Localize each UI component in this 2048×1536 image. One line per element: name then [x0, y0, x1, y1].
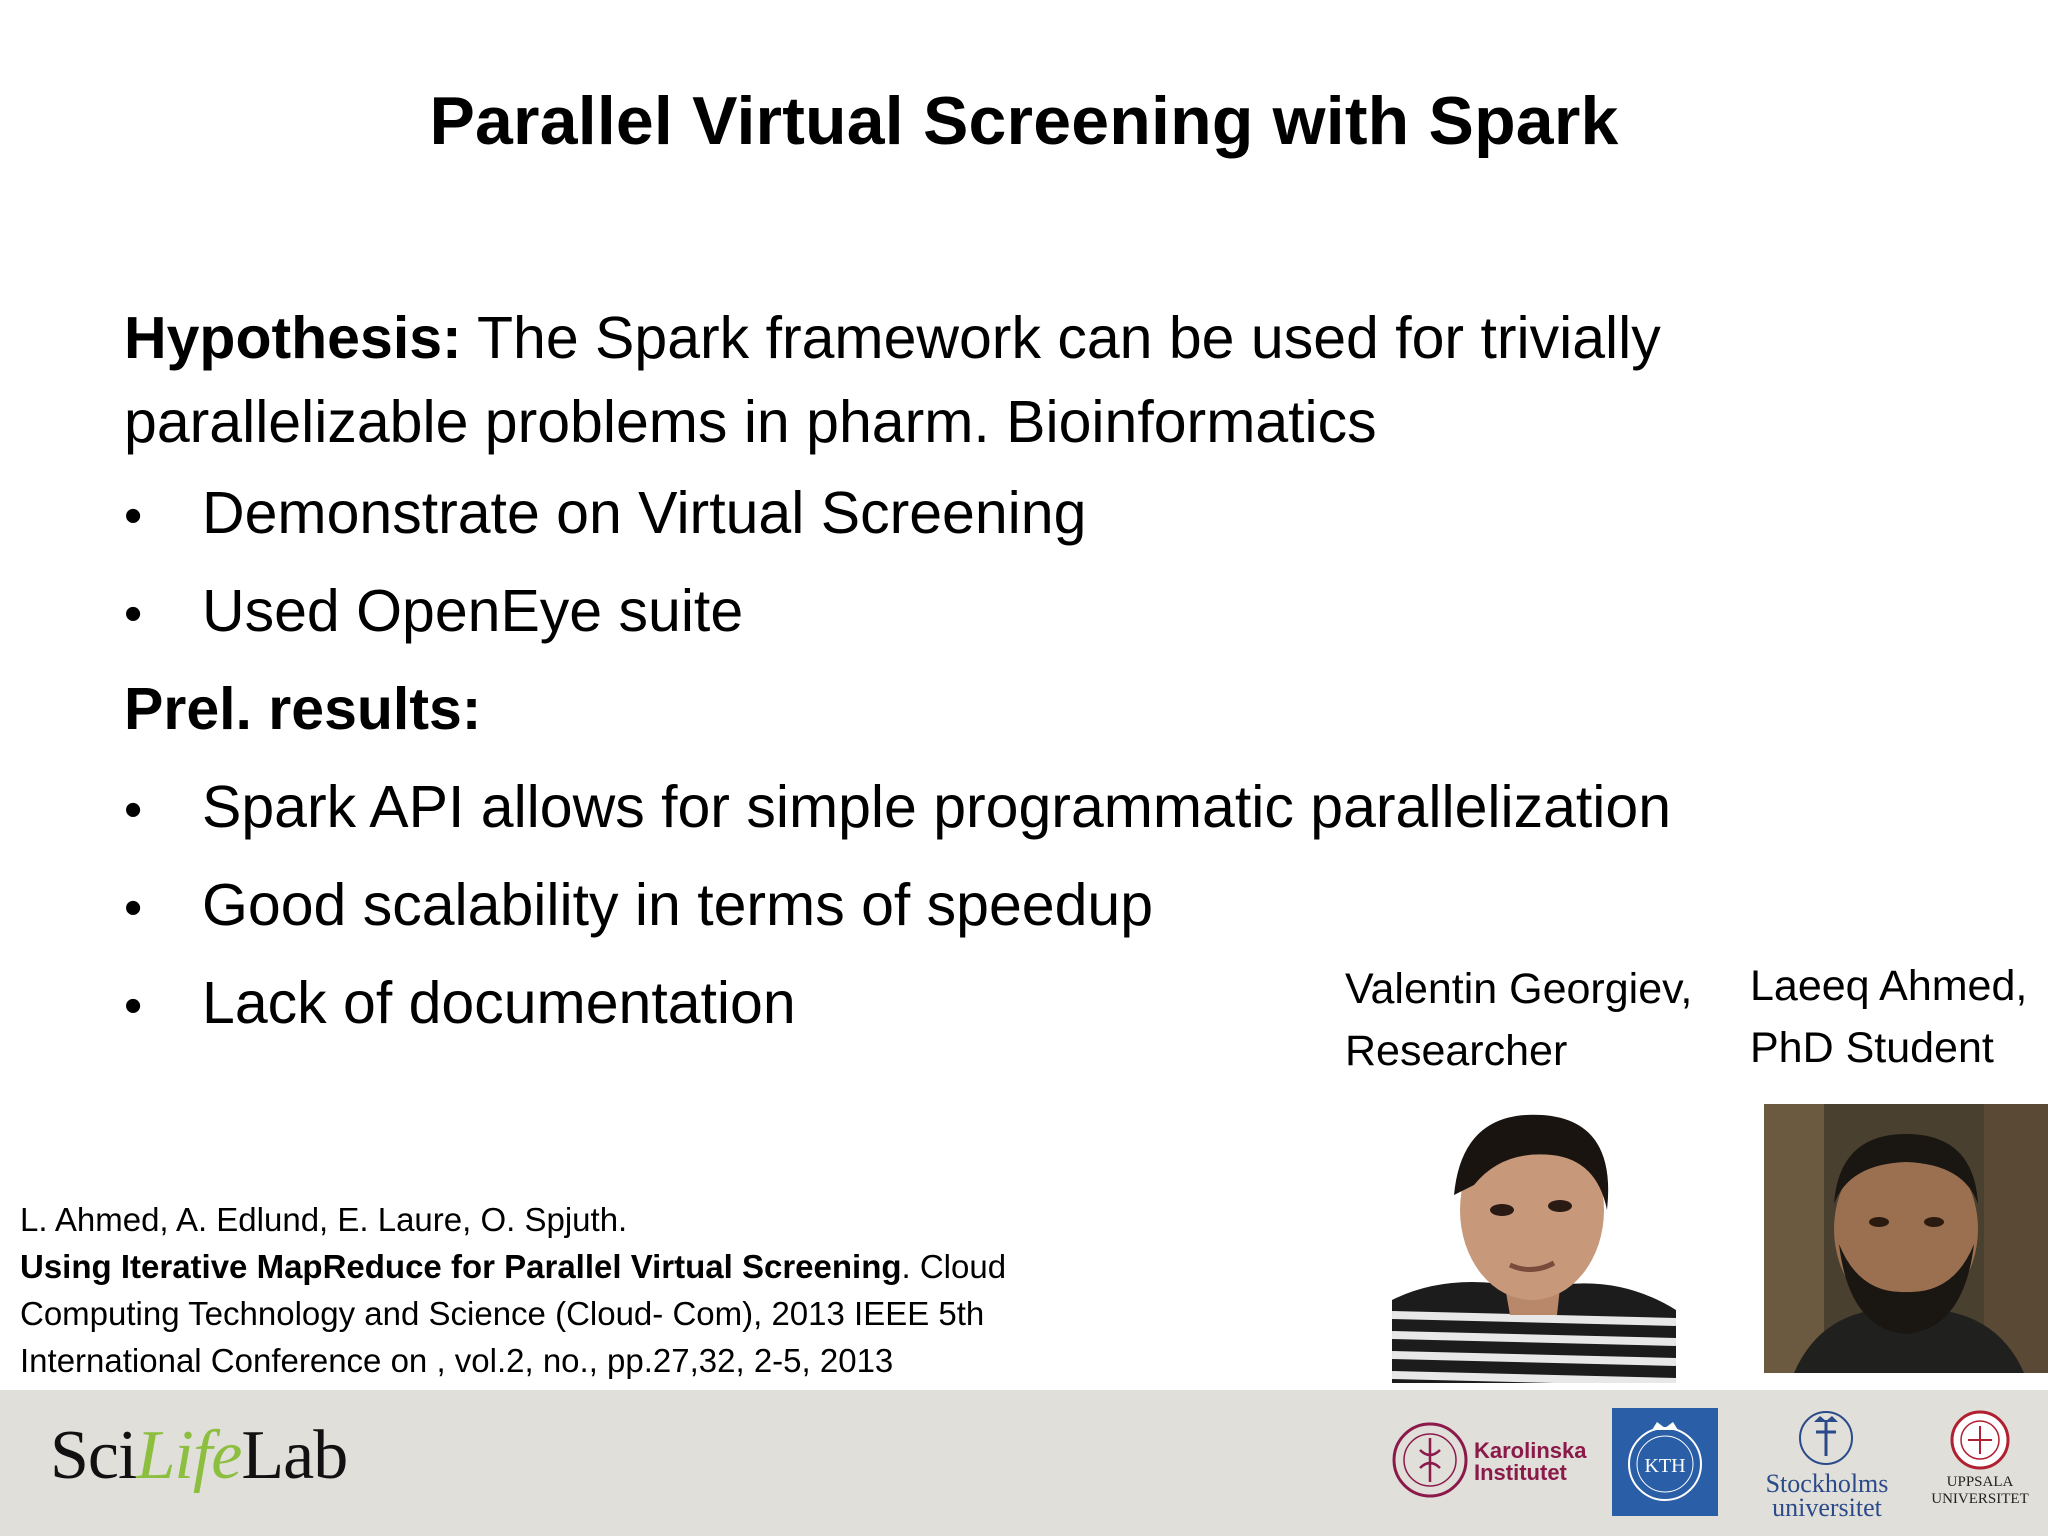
bullet-item: [124, 464, 1824, 562]
bullet-item: [124, 562, 1824, 660]
uppsala-university-logo: [1920, 1408, 2040, 1528]
citation-line-3: Computing Technology and Science (Cloud- Com), 2013 IEEE 5th: [20, 1295, 985, 1332]
scilifelab-logo: [50, 1416, 347, 1496]
stockholm-line-1: Stockholms: [1765, 1469, 1889, 1498]
kth-text: KTH: [1644, 1455, 1686, 1477]
bullet-icon: •: [124, 487, 143, 545]
bullet-item: [124, 856, 1824, 954]
citation-line-2: [20, 1243, 1160, 1290]
scilifelab-lab: Lab: [241, 1417, 348, 1494]
person-laeeq: [1750, 955, 2027, 1079]
stockholm-line-2: universitet: [1772, 1493, 1882, 1522]
karolinska-line-1: Karolinska: [1474, 1438, 1587, 1463]
uppsala-text: [1918, 1474, 2042, 1508]
slide-content: [124, 296, 1824, 1052]
bullet-icon: •: [124, 977, 143, 1035]
hypothesis-label: Hypothesis:: [124, 305, 462, 371]
bullet-text: Good scalability in terms of speedup: [202, 872, 1154, 938]
scilifelab-life: Life: [136, 1417, 242, 1494]
person-name: Valentin Georgiev,: [1345, 965, 1693, 1013]
person-name: Laeeq Ahmed,: [1750, 962, 2028, 1010]
citation-title: Using Iterative MapReduce for Parallel Virtual Screening: [20, 1248, 902, 1285]
bullet-text: Used OpenEye suite: [202, 578, 744, 644]
bullet-icon: •: [124, 879, 143, 937]
stockholm-text: [1762, 1469, 1892, 1522]
citation-line-4: International Conference on , vol.2, no., pp.27,32, 2-5, 2013: [20, 1342, 894, 1379]
bullet-text: Lack of documentation: [202, 970, 796, 1036]
hypothesis-text-1: The Spark framework can be used for trivially: [461, 305, 1661, 371]
photo-valentin: [1392, 1100, 1676, 1383]
citation-rest-1: . Cloud: [901, 1248, 1007, 1285]
citation-authors: L. Ahmed, A. Edlund, E. Laure, O. Spjuth.: [20, 1201, 628, 1238]
bullet-icon: •: [124, 781, 143, 839]
karolinska-text: [1474, 1440, 1587, 1484]
kth-logo: [1612, 1408, 1718, 1516]
bullet-text: Spark API allows for simple programmatic parallelization: [202, 774, 1672, 840]
person-role: Researcher: [1345, 1027, 1568, 1075]
bullet-icon: •: [124, 585, 143, 643]
bullet-text: Demonstrate on Virtual Screening: [202, 480, 1087, 546]
person-role: PhD Student: [1750, 1024, 1994, 1072]
citation: [20, 1196, 1160, 1384]
uppsala-line-1: UPPSALA: [1946, 1474, 2014, 1490]
karolinska-line-2: Institutet: [1474, 1460, 1567, 1485]
hypothesis-line-1: [124, 296, 1824, 380]
hypothesis-line-2: parallelizable problems in pharm. Bioinformatics: [124, 389, 1377, 455]
slide-title: Parallel Virtual Screening with Spark: [429, 83, 1619, 159]
uppsala-line-2: UNIVERSITET: [1931, 1491, 2029, 1507]
results-label: Prel. results:: [124, 676, 482, 742]
person-valentin: [1345, 958, 1692, 1082]
bullet-item: [124, 758, 1824, 856]
scilifelab-sci: Sci: [50, 1417, 137, 1494]
photo-laeeq: [1764, 1104, 2048, 1373]
